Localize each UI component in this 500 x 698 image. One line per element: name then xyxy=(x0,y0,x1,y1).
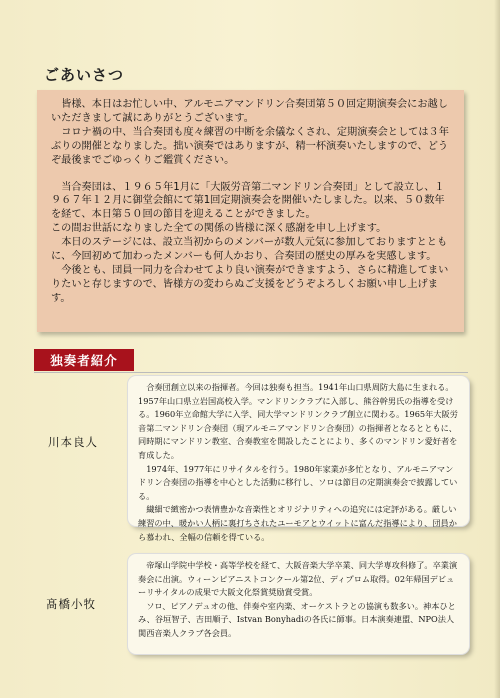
greeting-paragraph: この間お世話になりました全ての関係の皆様に深く感謝を申し上げます。 xyxy=(51,223,387,235)
bio-paragraph: ソロ、ピアノデュオの他、伴奏や室内楽、オーケストラとの協演も数多い。神本ひとみ、谷垣智子、吉田順子、Istvan Bonyhadiの各氏に師事。日本演奏連盟、NPO法人関西音楽人クラブ各会員。 xyxy=(138,600,456,638)
bio-paragraph: 帝塚山学院中学校・高等学校を経て、大阪音楽大学卒業、同大学専攻科修了。卒業演奏会に出演。ウィーンピアニストコンクール第2位、ディプロム取得。02年帰国デビューリサイタルの成果で大阪文化祭賞奨励賞受賞。 xyxy=(138,560,458,598)
bio-paragraph: 繊細で緻密かつ表情豊かな音楽性とオリジナリティへの追究には定評がある。厳しい練習の中、暖かい人柄に裏打ちされたユーモアとウイットに富んだ指導により、団員から慕われ、全幅の信頼を得ている。 xyxy=(138,504,457,542)
soloists-heading: 独奏者紹介 xyxy=(34,349,134,371)
greeting-paragraph: 当合奏団は、１９６５年1月に「大阪労音第二マンドリン合奏団」として設立し、１９６７年１２月に御堂会館にて第1回定期演奏会を開催いたしました。以来、５０数年を経て、本日第５０回の節目を迎えることができました。 xyxy=(51,181,445,221)
page-edge-shadow xyxy=(494,0,500,698)
paragraph-gap xyxy=(51,168,454,181)
bio-paragraph: 合奏団創立以来の指揮者。今回は独奏も担当。1941年山口県周防大島に生まれる。1957年山口県立岩国高校入学。マンドリンクラブに入部し、熊谷幹男氏の指導を受ける。1960年立命館大学に入学、同大学マンドリンクラブ創立に関わる。1965年大阪労音第二マンドリン合奏団（現アルモニアマンドリン合奏団）の指揮者となるとともに、同時期にマンドリン教室、合奏教室を開設したことにより、多くのマンドリン愛好者を育成した。 xyxy=(138,382,458,460)
greeting-box xyxy=(37,90,464,332)
section-divider xyxy=(34,372,468,373)
greeting-paragraph: 本日のステージには、設立当初からのメンバーが数人元気に参加しておりますとともに、今回初めて加わったメンバーも何人かおり、合奏団の歴史の厚みを実感します。 xyxy=(51,237,448,263)
greeting-paragraph: コロナ禍の中、当合奏団も度々練習の中断を余儀なくされ、定期演奏会としては３年ぶりの開催となりました。拙い演奏ではありますが、精一杯演奏いたしますので、どうぞ最後までごゆっくりご鑑賞ください。 xyxy=(51,126,449,166)
soloist-name-takahashi: 髙橋小牧 xyxy=(46,597,96,611)
soloist-bio-kawamoto xyxy=(128,376,469,542)
greeting-paragraph: 今後とも、団員一同力を合わせてより良い演奏ができますよう、さらに精進してまいりたいと存じますので、皆様方の変わらぬご支援をどうぞよろしくお願い申し上げます。 xyxy=(51,264,449,304)
soloist-name-kawamoto: 川本良人 xyxy=(48,435,98,449)
greeting-title: ごあいさつ xyxy=(44,66,125,84)
soloist-bio-takahashi xyxy=(128,554,469,654)
greeting-paragraph: 皆様、本日はお忙しい中、アルモニアマンドリン合奏団第５０回定期演奏会にお越しいただきまして誠にありがとうございます。 xyxy=(51,99,448,124)
bio-paragraph: 1974年、1977年にリサイタルを行う。1980年家業が多忙となり、アルモニアマンドリン合奏団の指導を中心とした活動に移行し、ソロは節目の定期演奏会で披露している。 xyxy=(138,463,458,501)
